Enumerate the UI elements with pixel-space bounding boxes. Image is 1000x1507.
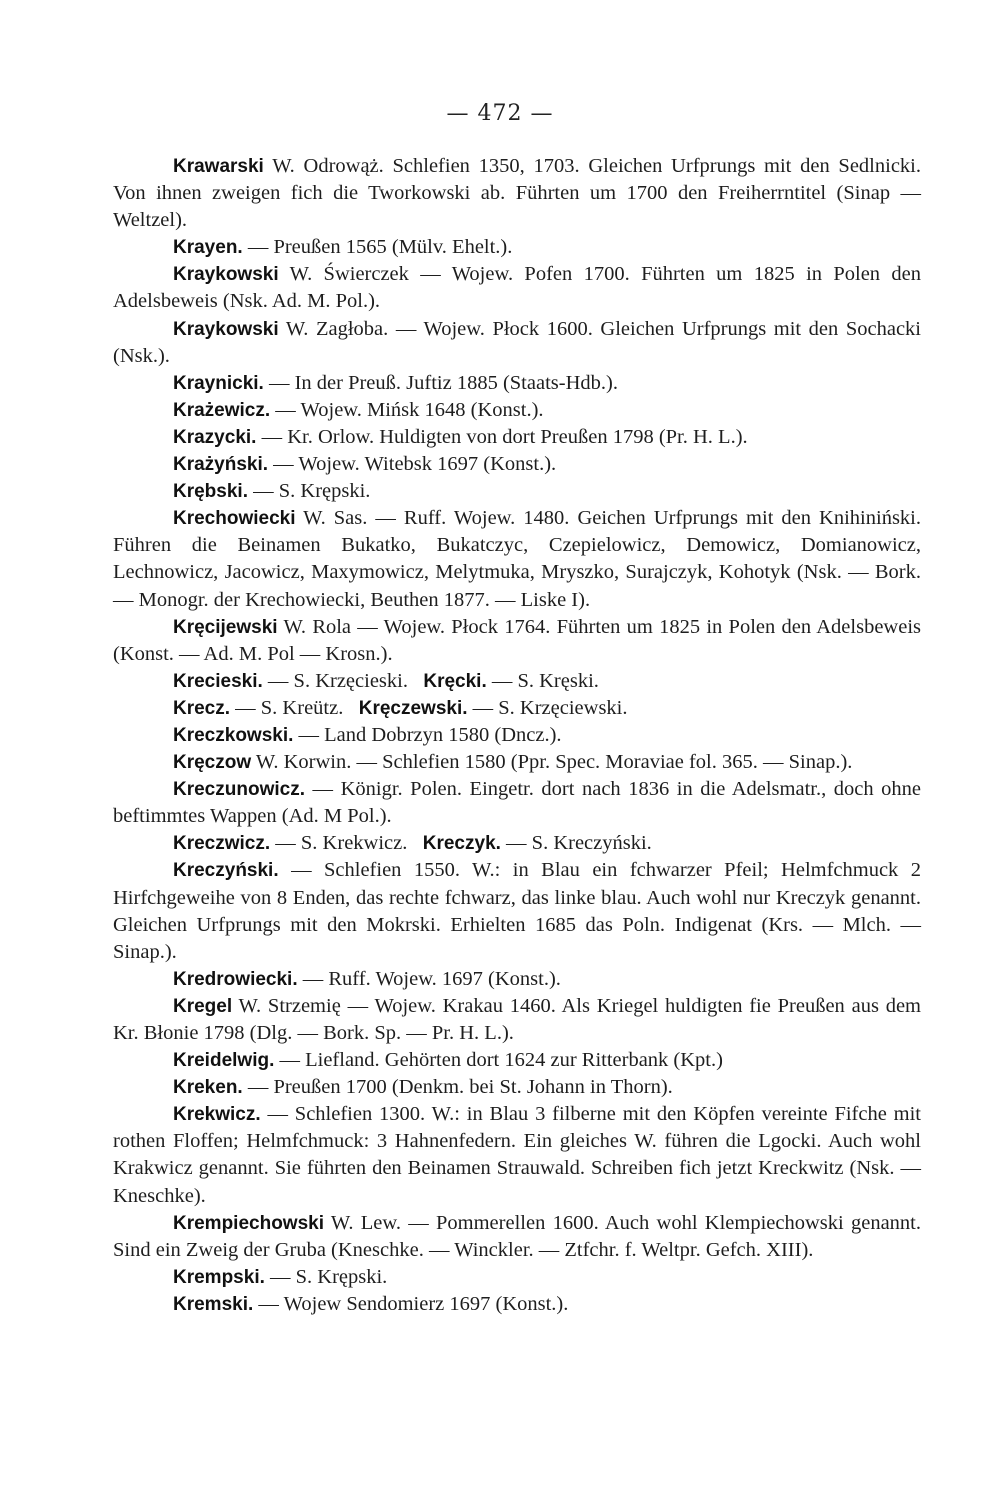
entry-headword: Krażewicz. [173, 399, 271, 421]
entry [113, 234, 921, 261]
entry-text: — S. Kręski. [486, 669, 599, 692]
entry [113, 451, 921, 478]
entry-text: — Preußen 1700 (Denkm. bei St. Johann in Thorn). [242, 1076, 673, 1099]
entry [113, 1074, 921, 1101]
entry [113, 261, 921, 315]
entry [113, 993, 921, 1047]
entry [113, 397, 921, 424]
entry-list [113, 153, 921, 1318]
entry-text: — Land Dobrzyn 1580 (Dncz.). [293, 723, 562, 746]
entry-text: — S. Krępski. [264, 1265, 388, 1288]
entry-text: W. Zagłoba. — Wojew. Płock 1600. Gleichen Urfprungs mit den Sochacki (Nsk.). [113, 317, 921, 367]
entry [113, 1291, 921, 1318]
page-number: — 472 — [446, 101, 554, 126]
entry-headword: Kręczewski. [358, 697, 468, 719]
entry-text: — S. Krzęcieski. [262, 669, 408, 692]
entry-headword: Kreczunowicz. [173, 779, 305, 801]
entry-headword: Kreidelwig. [173, 1050, 275, 1072]
entry-text: — Schlefien 1300. W.: in Blau 3 filberne mit den Köpfen vereinte Fifche mit rothen Floffen; Helmfchmuck: 3 Hahnenfedern. Ein gleiches W. führen die Lgocki. Auch wohl Krakwicz genannt. Sie führten den Beinamen Strauwald. Schreiben fich jetzt Kreckwitz (Nsk. — Kneschke). [113, 1103, 921, 1207]
entry-headword: Kreczwicz. [173, 833, 271, 855]
entry-text: W. Sas. — Ruff. Wojew. 1480. Geichen Urfprungs mit den Knihiniński. Führen die Beinamen Bukatko, Bukatczyc, Czepielowicz, Demowicz, Domianowicz, Lechnowicz, Jacowicz, Maxymowicz, Melytmuka, Mryszko, Surajczyk, Kohotyk (Nsk. — Bork. — Monogr. der Krechowiecki, Beuthen 1877. — Liske I). [113, 507, 921, 611]
entry-text: W. Korwin. — Schlefien 1580 (Ppr. Spec. Moraviae fol. 365. — Sinap.). [251, 751, 853, 774]
entry-headword: Kreczyński. [173, 860, 279, 882]
entry-text: W. Odrowąż. Schlefien 1350, 1703. Gleichen Urfprungs mit den Sedlnicki. Von ihnen zweigen fich die Tworkowski ab. Führten um 1700 den Freiherrntitel (Sinap — Weltzel). [113, 155, 921, 232]
entry-headword: Kregel [173, 995, 233, 1017]
entry-headword: Krecieski. [173, 670, 263, 692]
entry [113, 478, 921, 505]
entry [113, 668, 921, 695]
entry-text: — S. Krzęciewski. [467, 696, 628, 719]
entry-headword: Krekwicz. [173, 1104, 261, 1126]
entry-headword: Krazycki. [173, 426, 257, 448]
entry [113, 1101, 921, 1209]
entry-text: W. Rola — Wojew. Płock 1764. Führten um 1825 in Polen den Adelsbeweis (Konst. — Ad. M. Pol — Krosn.). [113, 615, 921, 665]
entry-headword: Kremski. [173, 1293, 254, 1315]
entry-text: — S. Krekwicz. [270, 832, 408, 855]
entry [113, 153, 921, 234]
entry [113, 316, 921, 370]
entry-headword: Kraykowski [173, 318, 279, 340]
entry [113, 614, 921, 668]
entry-text: — Schlefien 1550. W.: in Blau ein fchwarzer Pfeil; Helmfchmuck 2 Hirfchgeweihe von 8 Enden, das rechte fchwarz, das linke blau. Auch wohl nur Kreczyk genannt. Gleichen Urfprungs mit den Mokrski. Erhielten 1685 das Poln. Indigenat (Krs. — Mlch. — Sinap.). [113, 859, 921, 963]
entry [113, 749, 921, 776]
entry-headword: Kreczkowski. [173, 724, 294, 746]
entry-text: — S. Krępski. [247, 480, 371, 503]
entry-headword: Kreken. [173, 1077, 243, 1099]
entry-text: W. Lew. — Pommerellen 1600. Auch wohl Klempiechowski genannt. Sind ein Zweig der Gruba (Kneschke. — Winckler. — Ztfchr. f. Weltpr. Gefch. XIII). [113, 1211, 921, 1261]
entry-text: — In der Preuß. Juftiz 1885 (Staats-Hdb.). [263, 371, 618, 394]
entry-text: — Ruff. Wojew. 1697 (Konst.). [297, 967, 561, 990]
entry-text: — Wojew. Mińsk 1648 (Konst.). [270, 398, 544, 421]
entry-text: — S. Kreczyński. [500, 832, 652, 855]
entry-headword: Kręcki. [423, 670, 487, 692]
entry [113, 966, 921, 993]
entry-text: — Kr. Orlow. Huldigten von dort Preußen 1798 (Pr. H. L.). [256, 425, 748, 448]
entry-headword: Krawarski [173, 156, 264, 177]
entry-headword: Krażyński. [173, 454, 269, 476]
entry [113, 505, 921, 613]
entry-text: — Preußen 1565 (Mülv. Ehelt.). [242, 236, 513, 259]
entry-headword: Kreczyk. [422, 833, 501, 855]
entry-headword: Krempiechowski [173, 1212, 324, 1234]
entry [113, 695, 921, 722]
entry-headword: Krechowiecki [173, 508, 296, 530]
entry-headword: Krębski. [173, 481, 248, 503]
entry [113, 722, 921, 749]
entry-headword: Kraykowski [173, 264, 279, 286]
entry [113, 857, 921, 965]
entry [113, 1264, 921, 1291]
entry [113, 370, 921, 397]
entry-text: — S. Kreütz. [230, 696, 344, 719]
entry-headword: Kredrowiecki. [173, 968, 298, 990]
entry-headword: Krecz. [173, 697, 231, 719]
entry [113, 424, 921, 451]
entry-text: — Königr. Polen. Eingetr. dort nach 1836 in die Adelsmatr., doch ohne beftimmtes Wappen (Ad. M Pol.). [113, 778, 921, 828]
entry-headword: Kraynicki. [173, 372, 264, 394]
entry-headword: Krayen. [173, 237, 243, 259]
entry-headword: Krempski. [173, 1266, 265, 1288]
entry [113, 1210, 921, 1264]
entry-text: W. Strzemię — Wojew. Krakau 1460. Als Kriegel huldigten fie Preußen aus dem Kr. Błonie 1798 (Dlg. — Bork. Sp. — Pr. H. L.). [113, 994, 921, 1044]
entry-text: — Wojew. Witebsk 1697 (Konst.). [268, 453, 557, 476]
entry-headword: Kręczow [173, 752, 252, 774]
entry-text: W. Świerczek — Wojew. Pofen 1700. Führten um 1825 in Polen den Adelsbeweis (Nsk. Ad. M. Pol.). [113, 263, 921, 313]
entry [113, 1047, 921, 1074]
entry [113, 776, 921, 830]
entry-text: — Liefland. Gehörten dort 1624 zur Ritterbank (Kpt.) [274, 1049, 723, 1072]
entry-headword: Kręcijewski [173, 616, 278, 638]
entry-text: — Wojew Sendomierz 1697 (Konst.). [253, 1292, 569, 1315]
entry [113, 830, 921, 857]
